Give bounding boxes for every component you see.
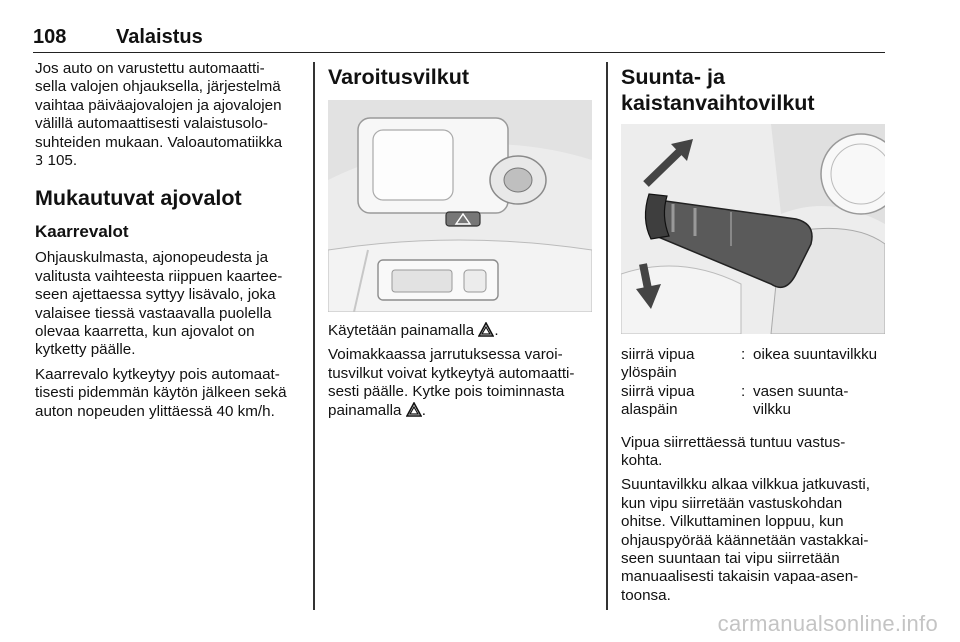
signal-definition-table [621,346,887,420]
definition-row: siirrä vipua alaspäin : vasen suunta- vilkku [621,382,849,419]
heading-hazard-lights: Varoitusvilkut [328,65,469,89]
page-header [33,22,885,53]
cornering-paragraph-2: Kaarrevalo kytkeytyy pois automaat- tisesti pidemmän käytön jälkeen sekä auton nopeuden ylittäessä 40 km/h. [35,365,287,420]
watermark: carmanualsonline.info [717,611,938,636]
hazard-usage-paragraph: Käytetään painamalla . [328,322,499,339]
column-divider-2 [606,62,608,610]
column-2 [328,60,594,426]
subheading-cornering-lights: Kaarrevalot [35,222,129,242]
hazard-auto-paragraph: Voimakkaassa jarrutuksessa varoi- tusvilkut voivat kytkeytyä automaatti- sesti päälle. Kytke pois toiminnasta painamalla . [328,346,575,419]
continuous-signal-paragraph: Suuntavilkku alkaa vilkkua jatkuvasti, kun vipu siirretään vastuskohdan ohitse. Vilkuttaminen loppuu, kun ohjauspyörää käännetään vastakkai- seen suuntaan tai vipu siirretään manuaalisesti takaisin vapaa-asen- toonsa. [621,476,871,604]
resistance-paragraph: Vipua siirrettäessä tuntuu vastus- kohta. [621,433,846,470]
heading-turn-signals: Suunta- ja kaistanvaihtovilkut [621,65,815,115]
column-divider-1 [313,62,315,610]
turn-signal-lever-illustration [621,124,885,334]
page-ref-arrow-icon: 3 [35,154,44,170]
cornering-paragraph-1: Ohjauskulmasta, ajonopeudesta ja valitusta vaihteesta riippuen kaartee- seen ajettaessa syttyy lisävalo, joka valaisee tiessä vastaavalla puolella olevaa kaarretta, kun ajovalot on kytketty päälle. [35,249,283,359]
definition-row: siirrä vipua ylöspäin : oikea suuntavilkku [621,346,878,382]
hazard-switch-illustration [328,100,592,312]
intro-paragraph: Jos auto on varustettu automaatti- sella valojen ohjauksella, järjestelmä vaihtaa päiväajovalojen ja ajovalojen välillä automaattisesti valaistusolo- suhteiden mukaan. Valoautomatiikka 3 105. [35,60,283,170]
heading-adaptive-lights: Mukautuvat ajovalot [35,186,242,211]
hazard-triangle-icon [406,402,422,417]
column-1 [35,60,301,427]
page-ref-link[interactable]: 105. [47,152,78,170]
hazard-triangle-icon [478,322,494,337]
column-3 [621,60,887,611]
section-title: Valaistus [116,26,203,48]
page-number: 108 [33,26,67,48]
